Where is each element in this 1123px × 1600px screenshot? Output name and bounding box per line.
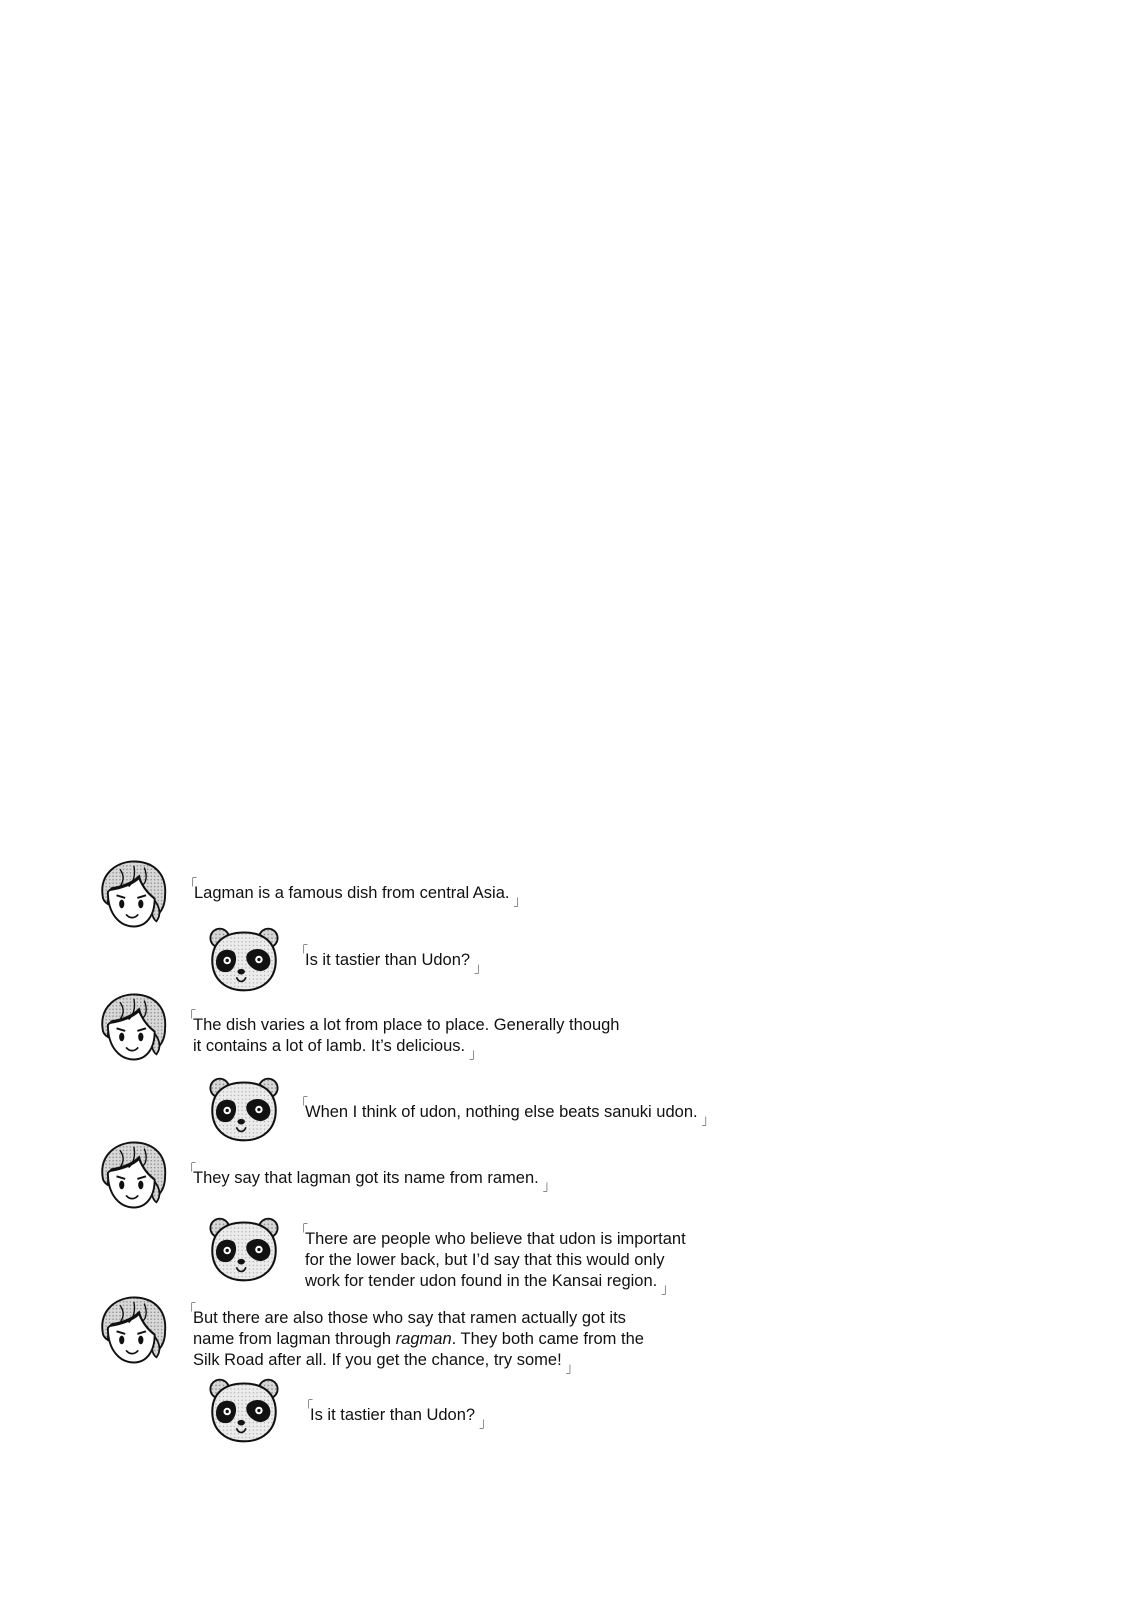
boy-face-icon [94,1289,172,1371]
speech-text: 「 The dish varies a lot from place to place. Generally though it contains a lot of lamb. It’s delicious. 」 [183,1009,620,1061]
panda-face-icon [205,1215,283,1285]
italic-term: ragman [395,1330,452,1348]
speech-text: 「 Is it tastier than Udon? 」 [295,944,488,975]
speech-text: 「 Is it tastier than Udon? 」 [300,1399,493,1430]
speech-text: 「 When I think of udon, nothing else beats sanuki udon. 」 [295,1096,715,1127]
boy-face-icon [94,853,172,935]
speech-text: 「 There are people who believe that udon is important for the lower back, but I’d say that this would only work for tender udon found in the Kansai region. 」 [295,1223,686,1296]
panda-face-icon [205,1075,283,1145]
boy-face-icon [94,1134,172,1216]
speech-text: 「 They say that lagman got its name from ramen. 」 [183,1162,556,1193]
panda-face-icon [205,1376,283,1446]
boy-face-icon [94,986,172,1068]
panda-face-icon [205,925,283,995]
speech-text: 「 Lagman is a famous dish from central Asia. 」 [184,877,527,908]
speech-text: 「 But there are also those who say that ramen actually got its name from lagman through ragman. They both came from the Silk Road after all. If you get the chance, try some! 」 [183,1302,644,1375]
